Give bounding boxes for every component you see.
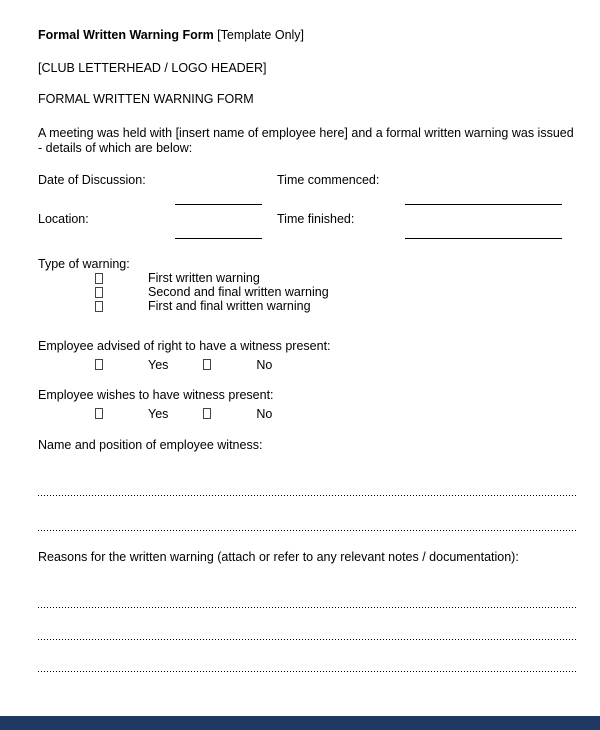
first-written-warning-checkbox[interactable] <box>95 273 103 284</box>
reasons-writing-line-1[interactable] <box>38 607 578 608</box>
wishes-no-checkbox[interactable] <box>203 408 211 419</box>
witness-advised-question: Employee advised of right to have a witness present: <box>38 339 331 353</box>
type-of-warning-label: Type of warning: <box>38 257 130 271</box>
reasons-label: Reasons for the written warning (attach or refer to any relevant notes / documentation): <box>38 550 519 564</box>
footer-bar <box>0 716 600 730</box>
date-of-discussion-label: Date of Discussion: <box>38 173 146 187</box>
wishes-yes-label: Yes <box>148 406 169 421</box>
time-finished-fill-line[interactable] <box>405 238 562 239</box>
advised-yes-label: Yes <box>148 357 169 372</box>
wishes-yes-checkbox[interactable] <box>95 408 103 419</box>
reasons-writing-line-3[interactable] <box>38 671 578 672</box>
time-commenced-fill-line[interactable] <box>405 204 562 205</box>
reasons-writing-line-2[interactable] <box>38 639 578 640</box>
witness-wishes-question: Employee wishes to have witness present: <box>38 388 274 402</box>
document-title-note: [Template Only] <box>213 28 305 42</box>
witness-writing-line-1[interactable] <box>38 495 578 496</box>
document-title-main: Formal Written Warning Form <box>38 28 214 42</box>
document-title <box>38 28 578 42</box>
location-label: Location: <box>38 212 89 226</box>
warning-option-first-final <box>38 299 578 313</box>
time-commenced-label: Time commenced: <box>277 173 380 187</box>
warning-option-label: First written warning <box>148 271 260 285</box>
intro-paragraph: A meeting was held with [insert name of employee here] and a formal written warning was issued - details of which are below: <box>38 126 574 155</box>
witness-writing-line-2[interactable] <box>38 530 578 531</box>
witness-wishes-answer-row <box>38 406 578 421</box>
witness-advised-answer-row <box>38 357 578 372</box>
form-heading: FORMAL WRITTEN WARNING FORM <box>38 92 254 106</box>
date-fill-line[interactable] <box>175 204 262 205</box>
discussion-lines-row-2 <box>38 238 578 239</box>
warning-option-first-written <box>38 271 578 285</box>
time-finished-label: Time finished: <box>277 212 355 226</box>
advised-no-label: No <box>256 357 273 372</box>
advised-no-checkbox[interactable] <box>203 359 211 370</box>
first-final-warning-checkbox[interactable] <box>95 301 103 312</box>
wishes-no-label: No <box>256 406 273 421</box>
warning-option-label: First and final written warning <box>148 299 311 313</box>
discussion-labels-row-1 <box>38 173 578 187</box>
second-final-warning-checkbox[interactable] <box>95 287 103 298</box>
letterhead-placeholder: [CLUB LETTERHEAD / LOGO HEADER] <box>38 61 267 75</box>
advised-yes-checkbox[interactable] <box>95 359 103 370</box>
warning-option-second-final <box>38 285 578 299</box>
witness-name-label: Name and position of employee witness: <box>38 438 263 452</box>
discussion-lines-row-1 <box>38 204 578 205</box>
location-fill-line[interactable] <box>175 238 262 239</box>
discussion-labels-row-2 <box>38 212 578 226</box>
warning-option-label: Second and final written warning <box>148 285 329 299</box>
